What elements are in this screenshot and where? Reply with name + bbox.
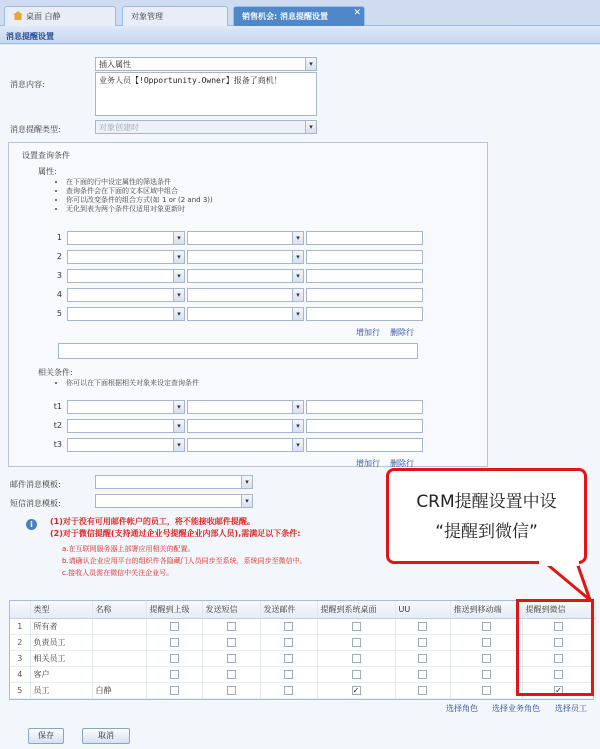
insert-attribute-select[interactable] <box>95 57 317 71</box>
attribute-label: 属性: <box>38 167 57 176</box>
grid-checkbox-cell <box>395 618 450 634</box>
cancel-button[interactable]: 取消 <box>82 728 130 744</box>
chevron-down-icon: ▾ <box>292 439 303 451</box>
checkbox[interactable] <box>170 686 179 695</box>
chevron-down-icon: ▾ <box>305 121 316 133</box>
message-content-textarea[interactable] <box>95 72 317 116</box>
checkbox[interactable] <box>227 686 236 695</box>
grid-header-num <box>10 601 30 618</box>
remind-type-label: 消息提醒类型: <box>10 125 61 134</box>
grid-row-number: 4 <box>10 666 30 682</box>
grid-row-type: 相关员工 <box>30 650 92 666</box>
select-business-role-link[interactable]: 选择业务角色 <box>492 704 540 713</box>
grid-row-number: 5 <box>10 682 30 698</box>
grid-row <box>10 650 595 666</box>
recipients-table <box>10 601 596 699</box>
tab-opportunity-reminder-label: 销售机会: 消息提醒设置 <box>242 12 328 21</box>
filter-row-number: 2 <box>56 252 62 261</box>
info-icon: i <box>26 519 37 530</box>
checkbox[interactable] <box>352 622 361 631</box>
grid-row-type: 员工 <box>30 682 92 698</box>
grid-row-type: 所有者 <box>30 618 92 634</box>
grid-checkbox-cell <box>146 618 202 634</box>
tab-desktop-label: 桌面 白静 <box>26 12 61 21</box>
query-tip: • 查询条件会在下面的文本区域中组合 <box>66 187 213 196</box>
message-content-label: 消息内容: <box>10 80 45 89</box>
warning-sub-c: c.接收人员需在微信中关注企业号。 <box>62 569 174 577</box>
checkbox[interactable] <box>482 670 491 679</box>
sms-template-label: 短信消息模板: <box>10 499 61 508</box>
warning-line-1: (1)对于没有可用邮件帐户的员工，将不能接收邮件提醒。 <box>50 517 255 526</box>
filter-value-input[interactable] <box>306 269 423 283</box>
callout-tail-joint <box>539 560 579 566</box>
grid-row-name <box>92 618 146 634</box>
grid-row <box>10 634 595 650</box>
sms-template-select[interactable] <box>95 494 253 508</box>
grid-checkbox-cell <box>202 666 260 682</box>
query-tip: • 在下面的行中设定属性的筛选条件 <box>66 178 213 187</box>
grid-header-desktop: 提醒到系统桌面 <box>317 601 395 618</box>
grid-header-row <box>10 601 595 618</box>
grid-row-name: 白静 <box>92 682 146 698</box>
grid-checkbox-cell <box>317 618 395 634</box>
tab-opportunity-reminder[interactable] <box>233 6 365 26</box>
chevron-down-icon: ▾ <box>173 420 184 432</box>
grid-body <box>10 618 595 698</box>
grid-checkbox-cell <box>202 682 260 698</box>
checkbox[interactable] <box>418 622 427 631</box>
checkbox[interactable] <box>170 622 179 631</box>
related-row-number: t2 <box>53 421 62 430</box>
chevron-down-icon: ▾ <box>305 58 316 70</box>
query-tip: • 你可以改变条件的组合方式(如 1 or (2 and 3)) <box>66 196 213 205</box>
callout-text-line-2: “提醒到微信” <box>435 522 538 542</box>
related-field-select[interactable] <box>67 400 185 414</box>
grid-checkbox-cell <box>395 650 450 666</box>
checkbox[interactable] <box>352 654 361 663</box>
tab-object-management-label: 对象管理 <box>131 12 163 21</box>
grid-header-type: 类型 <box>30 601 92 618</box>
grid-checkbox-cell <box>395 666 450 682</box>
callout-bubble <box>386 468 587 564</box>
select-role-link[interactable]: 选择角色 <box>446 704 478 713</box>
related-row-number: t3 <box>53 440 62 449</box>
tab-desktop[interactable] <box>4 6 116 26</box>
grid-row-number: 2 <box>10 634 30 650</box>
grid-checkbox-cell <box>317 666 395 682</box>
checkbox[interactable] <box>352 670 361 679</box>
chevron-down-icon: ▾ <box>292 270 303 282</box>
add-row-link[interactable]: 增加行 <box>356 328 380 337</box>
related-tips-list <box>56 379 199 388</box>
related-value-input[interactable] <box>306 400 423 414</box>
delete-related-row-link[interactable]: 删除行 <box>390 459 414 468</box>
checkbox[interactable] <box>170 654 179 663</box>
grid-checkbox-cell <box>450 682 522 698</box>
chevron-down-icon: ▾ <box>292 401 303 413</box>
filter-field-select[interactable] <box>67 250 185 264</box>
close-icon[interactable]: ✕ <box>353 8 361 18</box>
query-tip: • 无化到表为两个条件仅适用对象更新时 <box>66 205 213 214</box>
mail-template-select[interactable] <box>95 475 253 489</box>
grid-checkbox-cell <box>202 650 260 666</box>
grid-header-name: 名称 <box>92 601 146 618</box>
checkbox[interactable] <box>418 670 427 679</box>
save-button[interactable]: 保存 <box>28 728 64 744</box>
chevron-down-icon: ▾ <box>292 251 303 263</box>
grid-checkbox-cell <box>202 634 260 650</box>
remind-type-select[interactable] <box>95 120 317 134</box>
related-tip: • 你可以在下面根据相关对象来设定查询条件 <box>66 379 199 388</box>
grid-checkbox-cell <box>260 650 317 666</box>
related-row-number: t1 <box>53 402 62 411</box>
related-value-input[interactable] <box>306 438 423 452</box>
grid-row-type: 负责员工 <box>30 634 92 650</box>
related-operator-select[interactable] <box>187 400 304 414</box>
chevron-down-icon: ▾ <box>173 289 184 301</box>
checkbox[interactable]: ✓ <box>352 685 360 695</box>
grid-row <box>10 618 595 634</box>
filter-operator-select[interactable] <box>187 307 304 321</box>
related-field-select[interactable] <box>67 438 185 452</box>
tab-object-management[interactable] <box>122 6 228 26</box>
checkbox[interactable]: ✓ <box>555 685 562 695</box>
callout-pointer-tail <box>542 560 590 600</box>
chevron-down-icon: ▾ <box>173 401 184 413</box>
panel-title: 消息提醒设置 <box>0 28 600 44</box>
warning-sub-a: a.在互联网服务器上部署应用相关的配置。 <box>62 545 195 553</box>
insert-attribute-value: 插入属性 <box>99 60 131 69</box>
grid-checkbox-cell <box>260 682 317 698</box>
filter-row-number: 3 <box>56 271 62 280</box>
delete-row-link[interactable]: 删除行 <box>390 328 414 337</box>
grid-row <box>10 682 595 698</box>
grid-header-mobile-push: 推送到移动端 <box>450 601 522 618</box>
filter-field-select[interactable] <box>67 269 185 283</box>
checkbox[interactable] <box>227 654 236 663</box>
checkbox[interactable] <box>418 686 427 695</box>
checkbox[interactable] <box>482 622 491 631</box>
callout-text-line-1: CRM提醒设置中设 <box>416 492 557 512</box>
grid-header-wechat: 提醒到微信 <box>522 601 595 618</box>
chevron-down-icon: ▾ <box>292 420 303 432</box>
grid-checkbox-cell <box>395 682 450 698</box>
checkbox[interactable] <box>170 638 179 647</box>
filter-operator-select[interactable] <box>187 231 304 245</box>
filter-value-input[interactable] <box>306 231 423 245</box>
chevron-down-icon: ▾ <box>241 476 252 488</box>
grid-checkbox-cell <box>450 618 522 634</box>
grid-header-sms: 发送短信 <box>202 601 260 618</box>
checkbox[interactable] <box>482 686 491 695</box>
filter-field-select[interactable] <box>67 231 185 245</box>
related-operator-select[interactable] <box>187 438 304 452</box>
recipients-grid <box>9 600 594 700</box>
grid-checkbox-cell <box>146 650 202 666</box>
checkbox[interactable] <box>170 670 179 679</box>
checkbox[interactable] <box>284 638 293 647</box>
checkbox[interactable] <box>352 638 361 647</box>
tab-bar <box>0 0 600 26</box>
checkbox[interactable] <box>418 654 427 663</box>
grid-checkbox-cell <box>317 682 395 698</box>
grid-row-number: 3 <box>10 650 30 666</box>
select-employee-link[interactable]: 选择员工 <box>555 704 587 713</box>
query-conditions-legend: 设置查询条件 <box>22 151 70 160</box>
wechat-column-highlight <box>516 599 594 696</box>
grid-checkbox-cell <box>146 666 202 682</box>
checkbox[interactable] <box>482 654 491 663</box>
grid-header-notify-superior: 提醒到上级 <box>146 601 202 618</box>
filter-value-input[interactable] <box>306 288 423 302</box>
chevron-down-icon: ▾ <box>173 270 184 282</box>
grid-checkbox-cell <box>450 666 522 682</box>
grid-checkbox-cell <box>317 634 395 650</box>
checkbox[interactable] <box>482 638 491 647</box>
filter-value-input[interactable] <box>306 250 423 264</box>
grid-row-name <box>92 650 146 666</box>
checkbox[interactable] <box>284 670 293 679</box>
add-related-row-link[interactable]: 增加行 <box>356 459 380 468</box>
related-value-input[interactable] <box>306 419 423 433</box>
grid-header-email: 发送邮件 <box>260 601 317 618</box>
chevron-down-icon: ▾ <box>292 232 303 244</box>
grid-checkbox-cell <box>450 634 522 650</box>
grid-row-number: 1 <box>10 618 30 634</box>
grid-row <box>10 666 595 682</box>
chevron-down-icon: ▾ <box>173 439 184 451</box>
checkbox[interactable] <box>284 654 293 663</box>
checkbox[interactable] <box>418 638 427 647</box>
grid-checkbox-cell <box>146 634 202 650</box>
chevron-down-icon: ▾ <box>292 308 303 320</box>
grid-checkbox-cell <box>450 650 522 666</box>
grid-checkbox-cell <box>202 618 260 634</box>
remind-type-value: 对象创建时 <box>99 123 139 132</box>
filter-row-number: 4 <box>56 290 62 299</box>
checkbox[interactable] <box>284 686 293 695</box>
filter-field-select[interactable] <box>67 288 185 302</box>
grid-checkbox-cell <box>260 666 317 682</box>
grid-row-name <box>92 634 146 650</box>
related-conditions-label: 相关条件: <box>38 368 73 377</box>
filter-value-input[interactable] <box>306 307 423 321</box>
filter-field-select[interactable] <box>67 307 185 321</box>
chevron-down-icon: ▾ <box>292 289 303 301</box>
checkbox[interactable] <box>227 622 236 631</box>
query-tips-list <box>56 178 213 214</box>
grid-header-uu: UU <box>395 601 450 618</box>
checkbox[interactable] <box>284 622 293 631</box>
grid-checkbox-cell <box>146 682 202 698</box>
chevron-down-icon: ▾ <box>173 251 184 263</box>
chevron-down-icon: ▾ <box>173 308 184 320</box>
warning-sub-b: b.请确认企业应用平台的组织件各隐藏门人员同步至系统，系统同步至微信中。 <box>62 557 307 565</box>
filter-operator-select[interactable] <box>187 288 304 302</box>
grid-checkbox-cell <box>260 634 317 650</box>
filter-operator-select[interactable] <box>187 269 304 283</box>
warning-line-2: (2)对于微信提醒(支持通过企业号提醒企业内部人员),需满足以下条件: <box>50 529 301 538</box>
mail-template-label: 邮件消息模板: <box>10 480 61 489</box>
checkbox[interactable] <box>227 670 236 679</box>
condition-logic-input[interactable] <box>58 343 418 359</box>
grid-checkbox-cell <box>260 618 317 634</box>
grid-checkbox-cell <box>395 634 450 650</box>
grid-checkbox-cell <box>317 650 395 666</box>
filter-operator-select[interactable] <box>187 250 304 264</box>
grid-row-name <box>92 666 146 682</box>
checkbox[interactable] <box>227 638 236 647</box>
filter-row-number: 1 <box>56 233 62 242</box>
related-field-select[interactable] <box>67 419 185 433</box>
filter-row-number: 5 <box>56 309 62 318</box>
chevron-down-icon: ▾ <box>241 495 252 507</box>
related-operator-select[interactable] <box>187 419 304 433</box>
chevron-down-icon: ▾ <box>173 232 184 244</box>
grid-row-type: 客户 <box>30 666 92 682</box>
home-icon <box>13 11 23 20</box>
